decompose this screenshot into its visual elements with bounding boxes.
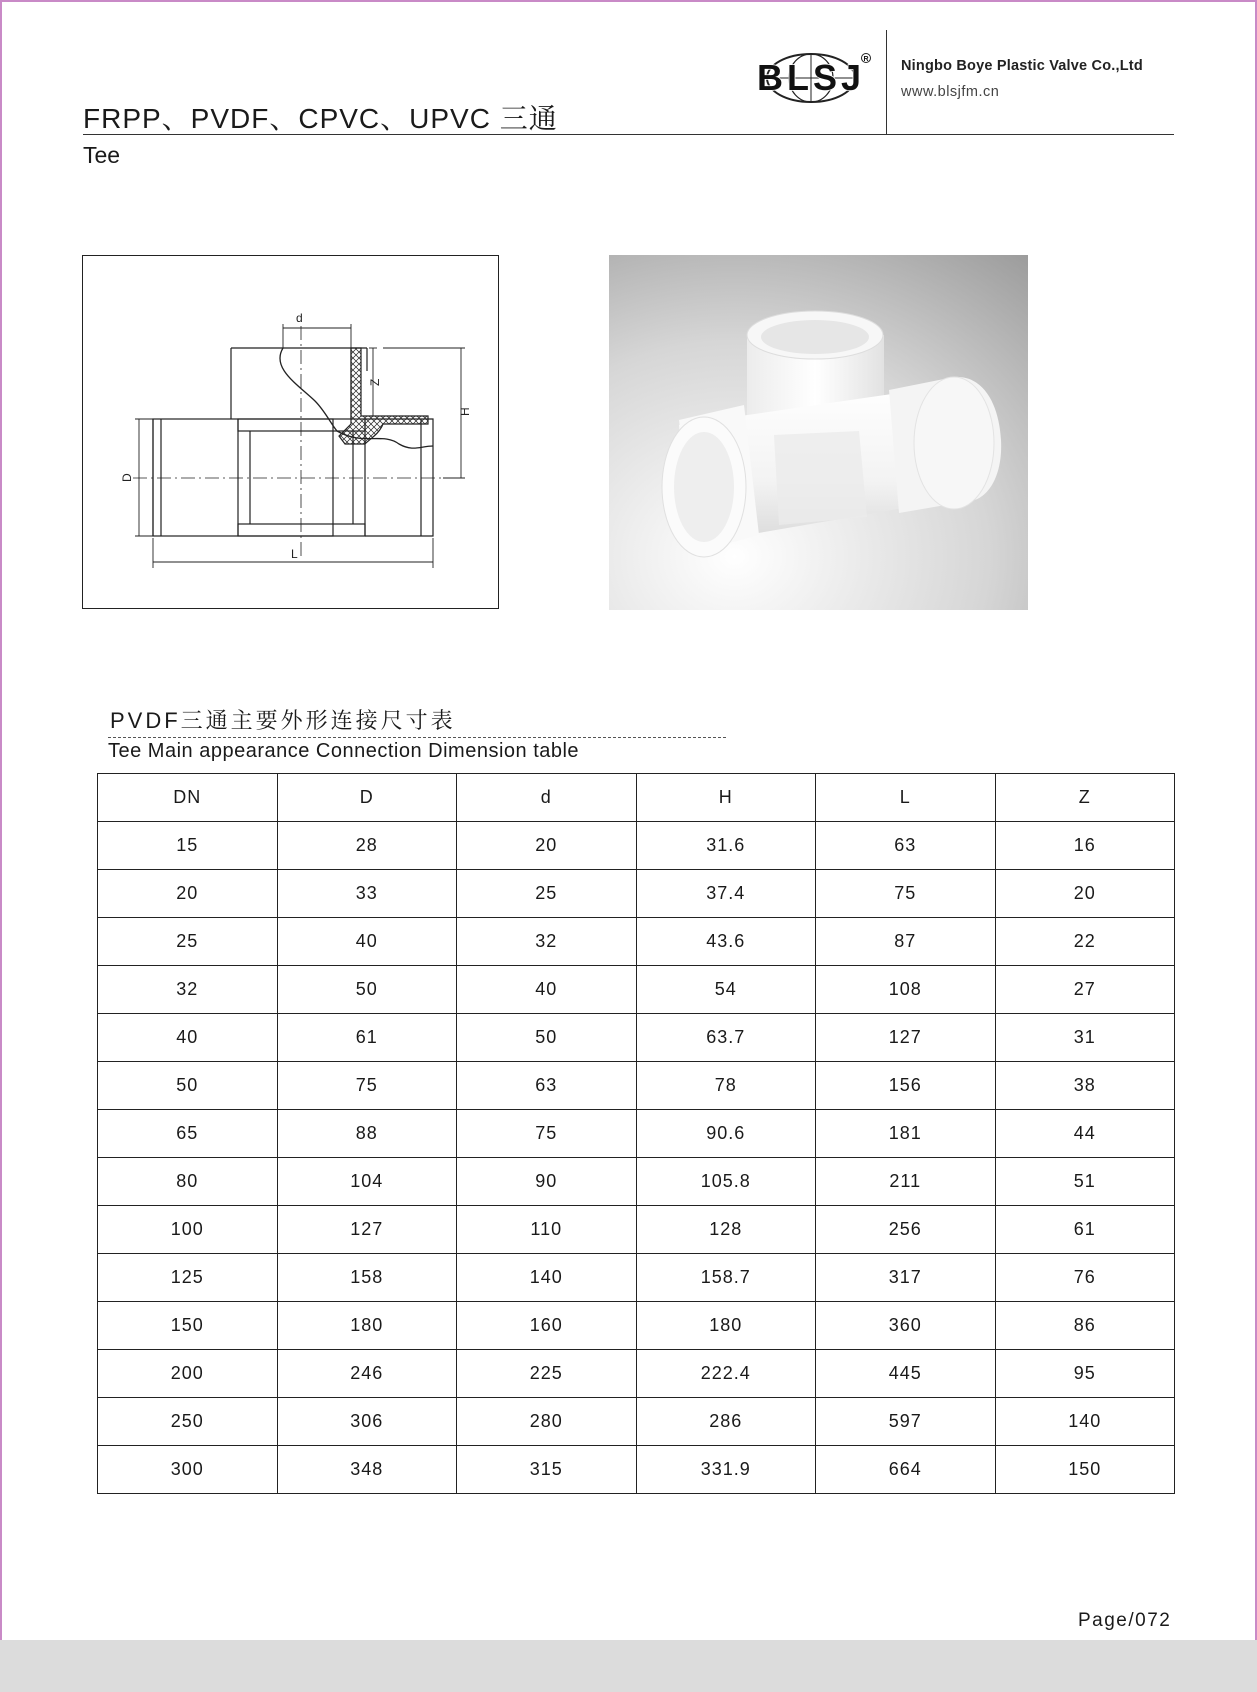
company-logo	[748, 52, 874, 104]
table-cell: 50	[98, 1062, 278, 1110]
table-cell: 105.8	[636, 1158, 816, 1206]
company-website: www.blsjfm.cn	[901, 84, 1000, 100]
table-cell: 127	[277, 1206, 457, 1254]
table-row	[98, 822, 1175, 870]
table-cell: 25	[457, 870, 637, 918]
product-photo	[609, 255, 1028, 610]
table-cell: 75	[457, 1110, 637, 1158]
table-subtitle: Tee Main appearance Connection Dimension table	[108, 740, 580, 762]
table-cell: 445	[816, 1350, 996, 1398]
table-cell: 20	[995, 870, 1175, 918]
table-cell: 32	[457, 918, 637, 966]
table-cell: 63	[457, 1062, 637, 1110]
table-row	[98, 1398, 1175, 1446]
table-cell: 597	[816, 1398, 996, 1446]
dimension-table	[97, 773, 1175, 1494]
table-cell: 200	[98, 1350, 278, 1398]
table-cell: 88	[277, 1110, 457, 1158]
table-cell: 90	[457, 1158, 637, 1206]
table-row	[98, 1110, 1175, 1158]
table-cell: 20	[98, 870, 278, 918]
table-cell: 250	[98, 1398, 278, 1446]
table-cell: 76	[995, 1254, 1175, 1302]
table-cell: 51	[995, 1158, 1175, 1206]
label-D: D	[120, 473, 134, 482]
company-name: Ningbo Boye Plastic Valve Co.,Ltd	[901, 58, 1143, 74]
label-l: L	[291, 547, 298, 561]
table-row	[98, 966, 1175, 1014]
table-cell: 38	[995, 1062, 1175, 1110]
table-cell: 158.7	[636, 1254, 816, 1302]
table-cell: 180	[277, 1302, 457, 1350]
table-cell: 61	[995, 1206, 1175, 1254]
column-header: H	[636, 774, 816, 822]
table-cell: 33	[277, 870, 457, 918]
bottom-band	[0, 1640, 1257, 1692]
table-cell: 63.7	[636, 1014, 816, 1062]
table-cell: 222.4	[636, 1350, 816, 1398]
table-cell: 40	[457, 966, 637, 1014]
table-cell: 80	[98, 1158, 278, 1206]
table-cell: 150	[98, 1302, 278, 1350]
table-row	[98, 1350, 1175, 1398]
table-cell: 211	[816, 1158, 996, 1206]
table-cell: 27	[995, 966, 1175, 1014]
table-row	[98, 1206, 1175, 1254]
table-cell: 317	[816, 1254, 996, 1302]
table-cell: 50	[277, 966, 457, 1014]
column-header: d	[457, 774, 637, 822]
column-header: L	[816, 774, 996, 822]
page-number: Page/072	[1078, 1610, 1172, 1631]
table-title-underline	[108, 737, 726, 738]
table-cell: 40	[277, 918, 457, 966]
table-cell: 140	[457, 1254, 637, 1302]
table-cell: 95	[995, 1350, 1175, 1398]
table-cell: 360	[816, 1302, 996, 1350]
table-cell: 75	[277, 1062, 457, 1110]
page-title: FRPP、PVDF、CPVC、UPVC 三通	[83, 103, 558, 134]
column-header: Z	[995, 774, 1175, 822]
table-cell: 315	[457, 1446, 637, 1494]
table-cell: 160	[457, 1302, 637, 1350]
svg-text:R: R	[863, 56, 869, 63]
label-d: d	[296, 311, 303, 325]
table-row	[98, 1014, 1175, 1062]
table-cell: 100	[98, 1206, 278, 1254]
table-cell: 87	[816, 918, 996, 966]
table-row	[98, 1062, 1175, 1110]
table-cell: 128	[636, 1206, 816, 1254]
table-cell: 78	[636, 1062, 816, 1110]
table-cell: 90.6	[636, 1110, 816, 1158]
table-cell: 54	[636, 966, 816, 1014]
table-row	[98, 1158, 1175, 1206]
table-cell: 246	[277, 1350, 457, 1398]
table-cell: 32	[98, 966, 278, 1014]
logo-text: BLSJ	[756, 57, 866, 98]
table-cell: 110	[457, 1206, 637, 1254]
table-cell: 44	[995, 1110, 1175, 1158]
table-cell: 75	[816, 870, 996, 918]
table-cell: 306	[277, 1398, 457, 1446]
label-z: Z	[368, 378, 382, 386]
header-divider	[83, 134, 1174, 135]
table-cell: 127	[816, 1014, 996, 1062]
table-cell: 331.9	[636, 1446, 816, 1494]
table-cell: 125	[98, 1254, 278, 1302]
table-cell: 286	[636, 1398, 816, 1446]
table-cell: 225	[457, 1350, 637, 1398]
table-cell: 16	[995, 822, 1175, 870]
table-cell: 150	[995, 1446, 1175, 1494]
table-cell: 31.6	[636, 822, 816, 870]
table-cell: 104	[277, 1158, 457, 1206]
table-row	[98, 870, 1175, 918]
technical-drawing	[82, 255, 499, 609]
table-cell: 86	[995, 1302, 1175, 1350]
table-cell: 22	[995, 918, 1175, 966]
table-cell: 61	[277, 1014, 457, 1062]
header-vertical-divider	[886, 30, 887, 135]
table-cell: 256	[816, 1206, 996, 1254]
table-cell: 40	[98, 1014, 278, 1062]
table-cell: 37.4	[636, 870, 816, 918]
table-cell: 300	[98, 1446, 278, 1494]
table-header-row	[98, 774, 1175, 822]
table-cell: 108	[816, 966, 996, 1014]
table-row	[98, 1254, 1175, 1302]
table-row	[98, 918, 1175, 966]
table-row	[98, 1302, 1175, 1350]
table-cell: 280	[457, 1398, 637, 1446]
table-cell: 65	[98, 1110, 278, 1158]
table-cell: 158	[277, 1254, 457, 1302]
table-cell: 181	[816, 1110, 996, 1158]
table-body	[98, 822, 1175, 1494]
table-cell: 15	[98, 822, 278, 870]
table-cell: 140	[995, 1398, 1175, 1446]
table-title: PVDF三通主要外形连接尺寸表	[110, 708, 456, 733]
table-cell: 25	[98, 918, 278, 966]
column-header: D	[277, 774, 457, 822]
table-cell: 28	[277, 822, 457, 870]
page-subtitle: Tee	[83, 142, 121, 168]
label-h: H	[458, 407, 472, 416]
table-cell: 20	[457, 822, 637, 870]
table-cell: 156	[816, 1062, 996, 1110]
table-cell: 63	[816, 822, 996, 870]
table-cell: 31	[995, 1014, 1175, 1062]
table-cell: 664	[816, 1446, 996, 1494]
table-cell: 50	[457, 1014, 637, 1062]
column-header: DN	[98, 774, 278, 822]
table-cell: 348	[277, 1446, 457, 1494]
table-cell: 180	[636, 1302, 816, 1350]
table-cell: 43.6	[636, 918, 816, 966]
table-row	[98, 1446, 1175, 1494]
